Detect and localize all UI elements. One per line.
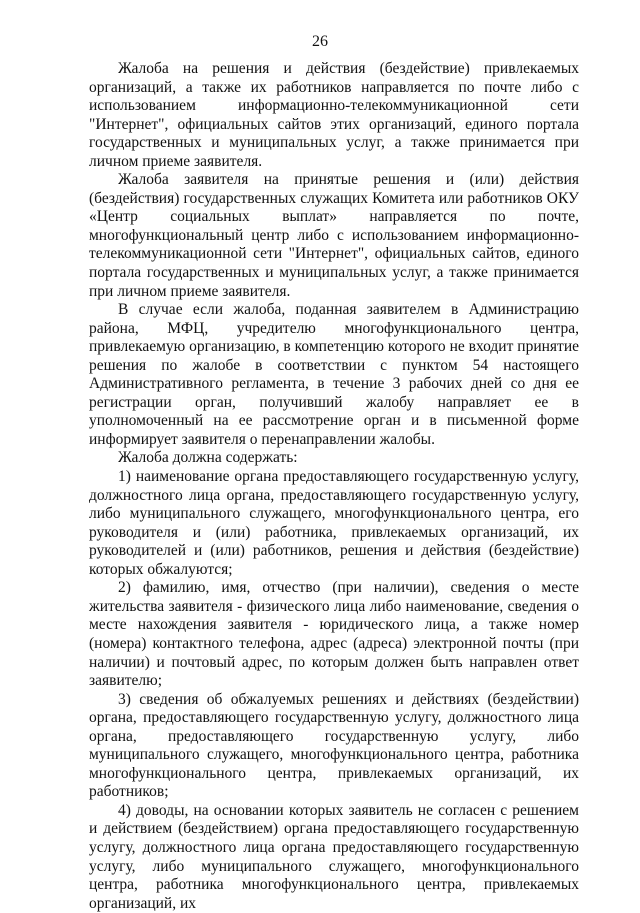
paragraph-complaint-employees: Жалоба заявителя на принятые решения и (или) действия (бездействия) государственных служащих Комитета или работников ОКУ «Центр социальных выплат» направляется по почте, многофункциональный центр либо с использованием информационно-телекоммуникационной сети "Интернет", официальных сайтов, единого портала государственных и муниципальных услуг, а также принимается при личном приеме заявителя.: [89, 171, 579, 300]
paragraph-complaint-contents-heading: Жалоба должна содержать:: [118, 449, 298, 467]
page-number: 26: [312, 33, 328, 50]
list-item-2: 2) фамилию, имя, отчество (при наличии), сведения о месте жительства заявителя - физического лица либо наименование, сведения о месте нахождения заявителя - юридического лица, а также номер (номера) контактного телефона, адрес (адреса) электронной почты (при наличии) и почтовый адрес, по которым должен быть направлен ответ заявителю;: [89, 579, 579, 690]
list-item-3: 3) сведения об обжалуемых решениях и действиях (бездействии) органа, предоставляющего государственную услугу, должностного лица органа, предоставляющего государственную услугу, либо муниципального служащего, многофункционального центра, работника многофункционального центра, привлекаемых организаций, их работников;: [89, 690, 579, 801]
list-item-1: 1) наименование органа предоставляющего государственную услугу, должностного лица органа, предоставляющего государственную услугу, либо муниципального служащего, многофункционального центра, его руководителя и (или) работника, привлекаемых организаций, их руководителей и (или) работников, решения и действия (бездействие) которых обжалуются;: [89, 468, 579, 578]
paragraph-complaint-redirect: В случае если жалоба, поданная заявителем в Администрацию района, МФЦ, учредителю многофункционального центра, привлекаемую организацию, в компетенцию которого не входит принятие решения по жалобе в соответствии с пунктом 54 настоящего Административного регламента, в течение 3 рабочих дней со дня ее регистрации орган, получивший жалобу направляет ее в уполномоченный на ее рассмотрение орган и в письменной форме информирует заявителя о перенаправлении жалобы.: [89, 301, 579, 448]
paragraph-complaint-organizations: Жалоба на решения и действия (бездействие) привлекаемых организаций, а также их работников направляется по почте либо с использованием информационно-телекоммуникационной сети "Интернет", официальных сайтов этих организаций, единого портала государственных и муниципальных услуг, а также принимается при личном приеме заявителя.: [89, 60, 579, 170]
list-item-4: 4) доводы, на основании которых заявитель не согласен с решением и действием (бездействием) органа предоставляющего государственную услугу, должностного лица органа предоставляющего государственную услугу, либо муниципального служащего, многофункционального центра, работника многофункционального центра, привлекаемых организаций, их: [89, 801, 579, 912]
document-body: [89, 60, 579, 913]
